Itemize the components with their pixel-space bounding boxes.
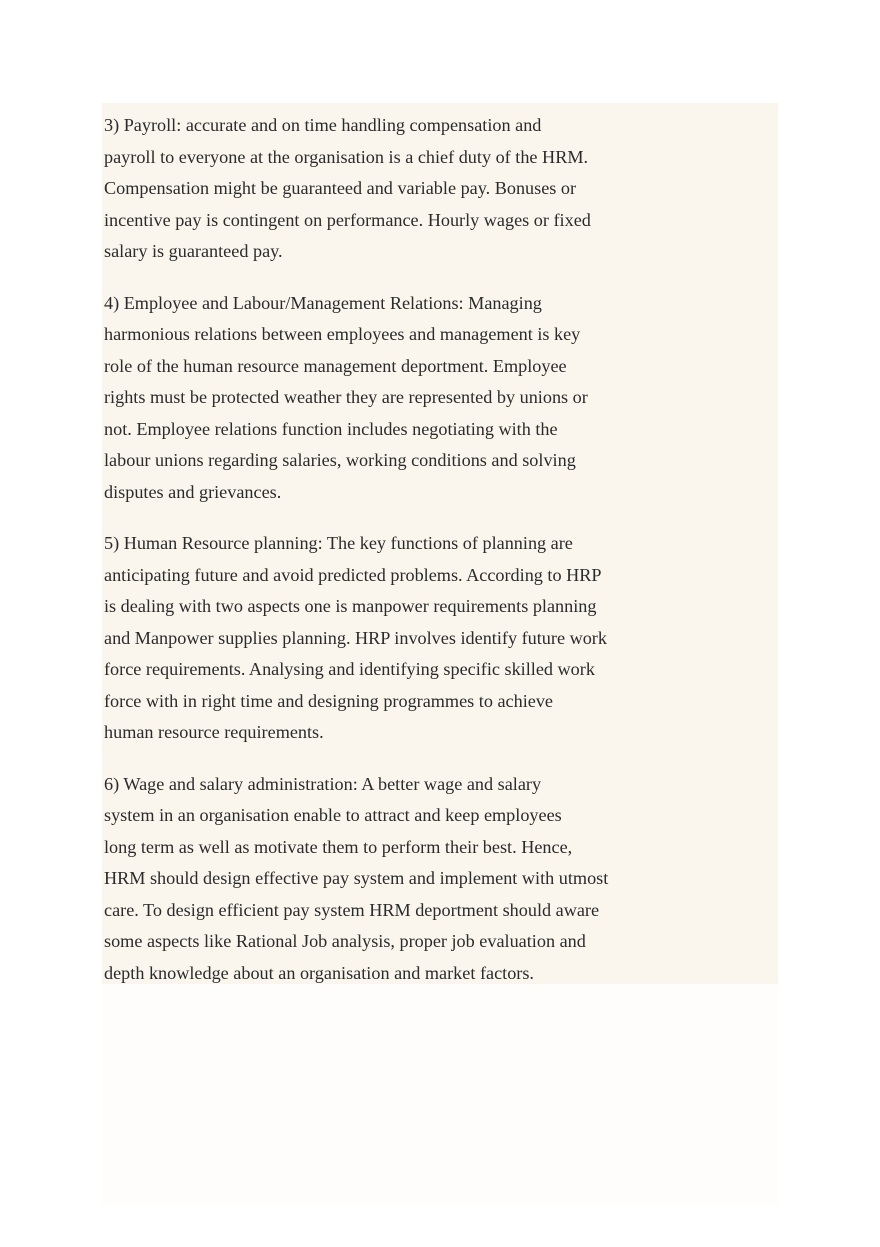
paragraph-payroll <box>104 110 652 268</box>
text-line: depth knowledge about an organisation and market factors. <box>104 962 534 983</box>
text-line: and Manpower supplies planning. HRP involves identify future work <box>104 627 607 648</box>
text-line: long term as well as motivate them to perform their best. Hence, <box>104 836 573 857</box>
text-line: payroll to everyone at the organisation is a chief duty of the HRM. <box>104 146 589 167</box>
text-line: salary is guaranteed pay. <box>104 241 283 261</box>
text-line: labour unions regarding salaries, working conditions and solving <box>104 450 576 470</box>
text-line: some aspects like Rational Job analysis, proper job evaluation and <box>104 931 586 951</box>
text-line: incentive pay is contingent on performance. Hourly wages or fixed <box>104 209 591 230</box>
paragraph-employee-relations <box>104 288 652 509</box>
text-line: 4) Employee and Labour/Management Relations: Managing <box>104 292 542 313</box>
text-line: 5) Human Resource planning: The key functions of planning are <box>104 533 573 553</box>
text-line: HRM should design effective pay system and implement with utmost <box>104 868 609 888</box>
text-line: force requirements. Analysing and identifying specific skilled work <box>104 659 595 679</box>
text-line: human resource requirements. <box>104 722 324 742</box>
text-line: not. Employee relations function includes negotiating with the <box>104 418 558 439</box>
document-text-column <box>104 110 652 1009</box>
text-line: rights must be protected weather they are represented by unions or <box>104 387 588 407</box>
text-line: role of the human resource management deportment. Employee <box>104 355 567 376</box>
text-line: 3) Payroll: accurate and on time handling compensation and <box>104 115 542 135</box>
text-line: harmonious relations between employees and management is key <box>104 324 581 344</box>
text-line: care. To design efficient pay system HRM deportment should aware <box>104 899 600 920</box>
text-line: is dealing with two aspects one is manpower requirements planning <box>104 596 597 616</box>
text-line: 6) Wage and salary administration: A better wage and salary <box>104 773 542 794</box>
text-line: anticipating future and avoid predicted problems. According to HRP <box>104 564 602 585</box>
text-line: disputes and grievances. <box>104 481 282 502</box>
text-line: system in an organisation enable to attract and keep employees <box>104 805 562 825</box>
paragraph-hr-planning <box>104 528 652 749</box>
paragraph-wage-salary <box>104 769 652 990</box>
lower-faint-background <box>102 984 778 1204</box>
text-line: force with in right time and designing programmes to achieve <box>104 690 554 711</box>
text-line: Compensation might be guaranteed and variable pay. Bonuses or <box>104 178 577 198</box>
